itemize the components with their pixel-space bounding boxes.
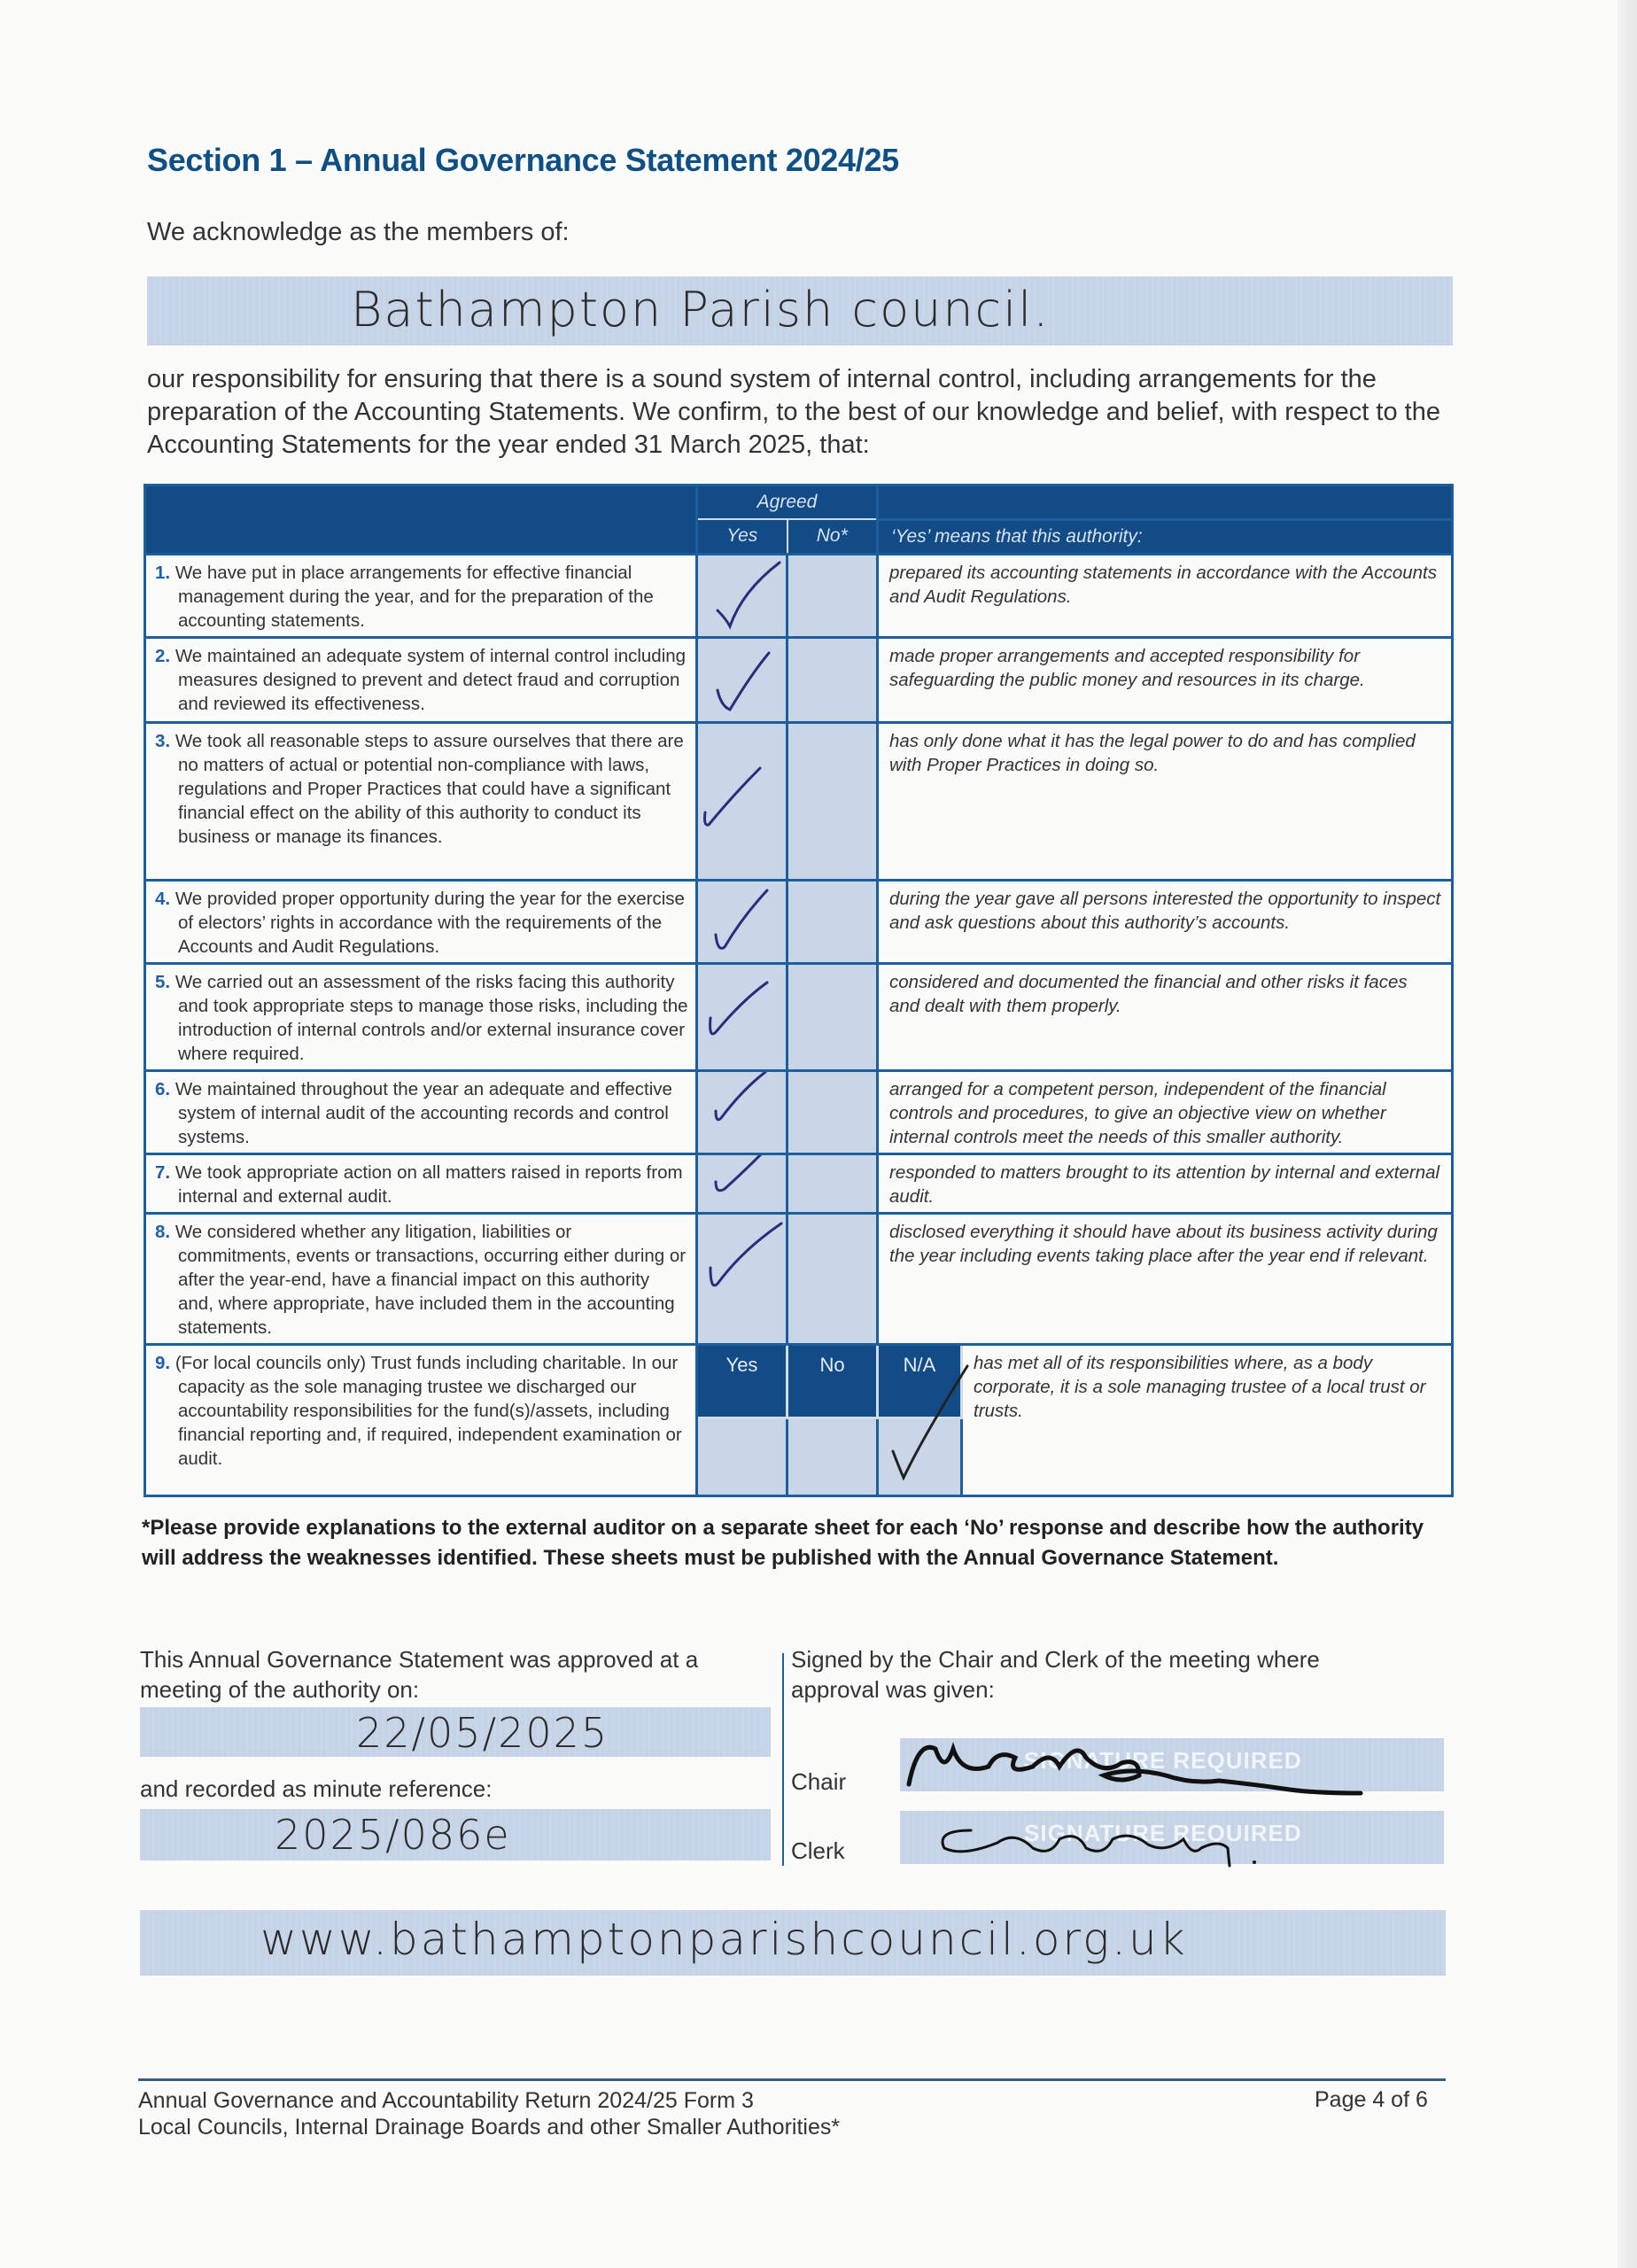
row9-header-no: No (787, 1344, 878, 1418)
clerk-label: Clerk (791, 1837, 845, 1864)
statement-6: 6. We maintained throughout the year an adequate and effective system of internal audit of the accounting records and control systems. (145, 1070, 697, 1153)
table-row-9-top (145, 1344, 1453, 1418)
footer-rule (138, 2078, 1446, 2081)
footer-form-info (138, 2087, 840, 2140)
website-field[interactable] (140, 1910, 1446, 1976)
minute-reference-label: and recorded as minute reference: (140, 1775, 493, 1802)
footer-line-1: Annual Governance and Accountability Return 2024/25 Form 3 (138, 2088, 754, 2113)
header-blank-right (878, 485, 1453, 520)
header-no: No* (787, 519, 878, 554)
chair-signature-placeholder: SIGNATURE REQUIRED (1024, 1747, 1302, 1774)
means-6: arranged for a competent person, independent of the financial controls and procedures, to give an objective view on whether internal controls meet the needs of this smaller authority. (878, 1070, 1453, 1153)
table-row (145, 880, 1453, 963)
means-1: prepared its accounting statements in accordance with the Accounts and Audit Regulations. (878, 554, 1453, 637)
row9-header-na: N/A (878, 1344, 962, 1418)
means-5: considered and documented the financial and other risks it faces and dealt with them properly. (878, 963, 1453, 1070)
yes-checkbox-7[interactable] (697, 1153, 787, 1213)
website-value: www.bathamptonparishcouncil.org.uk (260, 1914, 1188, 1965)
statement-7: 7. We took appropriate action on all matters raised in reports from internal and external audit. (145, 1153, 697, 1213)
table-row (145, 554, 1453, 637)
header-yes: Yes (697, 519, 787, 554)
no-checkbox-5[interactable] (787, 963, 878, 1070)
section-title: Section 1 – Annual Governance Statement 2024/25 (147, 142, 899, 178)
statement-9: 9. (For local councils only) Trust funds including charitable. In our capacity as the sole managing trustee we discharged our accountability responsibilities for the fund(s)/assets, including financial reporting and, if required, independent examination or audit. (145, 1344, 697, 1495)
no-checkbox-6[interactable] (787, 1070, 878, 1153)
intro-text: We acknowledge as the members of: (147, 218, 570, 246)
statement-4: 4. We provided proper opportunity during the year for the exercise of electors’ rights in accordance with the requirements of the Accounts and Audit Regulations. (145, 880, 697, 963)
row9-na-checkbox[interactable] (878, 1418, 962, 1495)
authority-name-field[interactable] (147, 276, 1453, 346)
statement-3: 3. We took all reasonable steps to assure ourselves that there are no matters of actual or potential non-compliance with laws, regulations and Proper Practices that could have a significant financial effect on the ability of this authority to conduct its business or manage its finances. (145, 722, 697, 880)
means-3: has only done what it has the legal power to do and has complied with Proper Practices in doing so. (878, 722, 1453, 880)
checkmark-icon (698, 1215, 787, 1342)
table-row (145, 722, 1453, 880)
checkmark-icon (879, 1419, 967, 1495)
approval-label: This Annual Governance Statement was approved at a meeting of the authority on: (140, 1646, 699, 1703)
table-row (145, 637, 1453, 722)
yes-checkbox-5[interactable] (697, 963, 787, 1070)
means-8: disclosed everything it should have about its business activity during the year including events taking place after the year end if relevant. (878, 1213, 1453, 1344)
checkmark-icon (698, 882, 787, 961)
statement-2: 2. We maintained an adequate system of internal control including measures designed to prevent and detect fraud and corruption and reviewed its effectiveness. (145, 637, 697, 722)
checkmark-icon (698, 1155, 787, 1208)
yes-checkbox-1[interactable] (697, 554, 787, 637)
table-row (145, 1070, 1453, 1153)
checkmark-icon (698, 639, 787, 722)
checkmark-icon (698, 1072, 787, 1153)
table-row (145, 963, 1453, 1070)
table-row (145, 1213, 1453, 1344)
approval-date-value: 22/05/2025 (356, 1709, 609, 1757)
header-means: ‘Yes’ means that this authority: (878, 519, 1453, 554)
page-edge (1618, 0, 1637, 2268)
signature-divider (782, 1653, 784, 1866)
minute-reference-value: 2025/086e (275, 1811, 511, 1859)
means-4: during the year gave all persons interested the opportunity to inspect and ask questions about this authority’s accounts. (878, 880, 1453, 963)
statement-5: 5. We carried out an assessment of the risks facing this authority and took appropriate steps to manage those risks, including the introduction of internal controls and/or external insurance cover where required. (145, 963, 697, 1070)
footnote: *Please provide explanations to the external auditor on a separate sheet for each ‘No’ response and describe how the authority will address the weaknesses identified. These sheets must be published with the Annual Governance Statement. (142, 1516, 1424, 1570)
statement-1: 1. We have put in place arrangements for effective financial management during the year, and for the preparation of the accounting statements. (145, 554, 697, 637)
row9-yes-checkbox[interactable] (697, 1418, 787, 1495)
chair-signature-field[interactable] (900, 1738, 1444, 1791)
footer-line-2: Local Councils, Internal Drainage Boards and other Smaller Authorities* (138, 2115, 841, 2140)
clerk-signature-icon (900, 1804, 1396, 1875)
checkmark-icon (698, 555, 787, 635)
table-row (145, 1153, 1453, 1213)
minute-reference-field[interactable] (140, 1809, 771, 1860)
page-number: Page 4 of 6 (1315, 2087, 1428, 2112)
chair-signature-icon (900, 1731, 1396, 1802)
checkmark-icon (698, 724, 787, 880)
no-checkbox-7[interactable] (787, 1153, 878, 1213)
checkmark-icon (698, 965, 787, 1069)
clerk-signature-field[interactable] (900, 1811, 1444, 1864)
means-9: has met all of its responsibilities where, as a body corporate, it is a sole managing trustee of a local trust or trusts. (962, 1344, 1453, 1495)
clerk-signature-placeholder: SIGNATURE REQUIRED (1024, 1820, 1302, 1846)
governance-table (144, 484, 1454, 1497)
yes-checkbox-6[interactable] (697, 1070, 787, 1153)
yes-checkbox-8[interactable] (697, 1213, 787, 1344)
row9-no-checkbox[interactable] (787, 1418, 878, 1495)
statement-8: 8. We considered whether any litigation, liabilities or commitments, events or transactions, occurring either during or after the year-end, have a financial impact on this authority and, where appropriate, have included them in the accounting statements. (145, 1213, 697, 1344)
yes-checkbox-2[interactable] (697, 637, 787, 722)
no-checkbox-8[interactable] (787, 1213, 878, 1344)
yes-checkbox-3[interactable] (697, 722, 787, 880)
chair-label: Chair (791, 1768, 847, 1795)
signatures-label: Signed by the Chair and Clerk of the meeting where approval was given: (791, 1646, 1320, 1703)
means-7: responded to matters brought to its attention by internal and external audit. (878, 1153, 1453, 1213)
header-blank (145, 485, 697, 555)
means-2: made proper arrangements and accepted responsibility for safeguarding the public money and resources in its charge. (878, 637, 1453, 722)
authority-name-value: Bathampton Parish council. (351, 282, 1051, 338)
no-checkbox-1[interactable] (787, 554, 878, 637)
header-agreed: Agreed (697, 485, 878, 520)
responsibility-paragraph: our responsibility for ensuring that there is a sound system of internal control, including arrangements for the preparation of the Accounting Statements. We confirm, to the best of our knowledge and belief, with respect to the Accounting Statements for the year ended 31 March 2025, that: (147, 365, 1440, 459)
row9-header-yes: Yes (697, 1344, 787, 1418)
no-checkbox-4[interactable] (787, 880, 878, 963)
approval-date-field[interactable] (140, 1707, 771, 1757)
yes-checkbox-4[interactable] (697, 880, 787, 963)
no-checkbox-3[interactable] (787, 722, 878, 880)
no-checkbox-2[interactable] (787, 637, 878, 722)
